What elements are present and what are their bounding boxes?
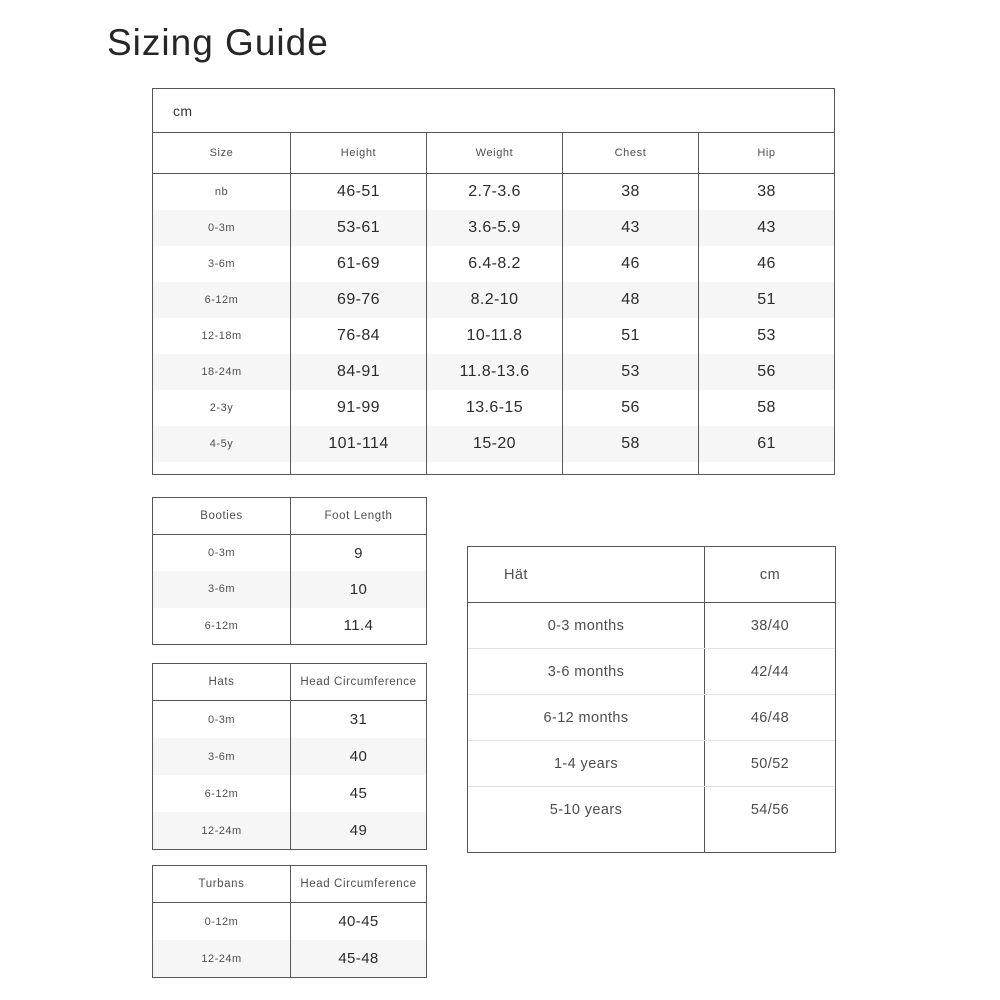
row-label-cell: 6-12m (204, 787, 239, 800)
value-cell: 61 (698, 426, 834, 462)
row-label-cell: 6-12 months (543, 709, 629, 726)
value-cell: 10-11.8 (426, 318, 562, 354)
table-row (153, 246, 834, 282)
footer-cell (704, 832, 835, 852)
column-header-head-circumference: Head Circumference (290, 866, 426, 902)
column-header-foot-length: Foot Length (290, 498, 426, 534)
column-header-hat: Hät (504, 566, 528, 583)
table-row (468, 786, 835, 832)
value-cell: 10 (290, 571, 426, 607)
table-row (153, 571, 426, 607)
value-cell: 38 (562, 174, 698, 210)
column-header-hats: Hats (208, 676, 235, 688)
value-cell: 46/48 (704, 695, 835, 740)
table-row (153, 701, 426, 738)
value-cell: 53 (562, 354, 698, 390)
table-row (153, 318, 834, 354)
main-table-header-row (153, 133, 834, 174)
value-cell: 58 (562, 426, 698, 462)
table-row (153, 426, 834, 462)
table-row (153, 174, 834, 210)
row-label-cell: 5-10 years (549, 801, 623, 818)
value-cell: 9 (290, 535, 426, 571)
value-cell: 54/56 (704, 787, 835, 832)
value-cell: 11.8-13.6 (426, 354, 562, 390)
column-header-cm: cm (704, 547, 835, 602)
row-label-cell: 3-6m (207, 258, 236, 270)
unit-label: cm (153, 89, 834, 133)
value-cell: 84-91 (290, 354, 426, 390)
footer-cell (153, 462, 290, 474)
value-cell: 51 (698, 282, 834, 318)
turbans-table-body (153, 903, 426, 977)
footer-cell (698, 462, 834, 474)
row-label-cell: 3-6 months (547, 663, 625, 680)
value-cell: 51 (562, 318, 698, 354)
column-header-turbans: Turbans (198, 878, 245, 890)
value-cell: 2.7-3.6 (426, 174, 562, 210)
booties-table-body (153, 535, 426, 644)
value-cell: 46-51 (290, 174, 426, 210)
booties-table (152, 497, 427, 645)
row-label-cell: 0-3m (207, 713, 236, 726)
value-cell: 43 (562, 210, 698, 246)
table-row (153, 282, 834, 318)
hat-header-row (468, 547, 835, 603)
row-label-cell: 2-3y (209, 402, 234, 414)
value-cell: 15-20 (426, 426, 562, 462)
row-label-cell: 0-12m (204, 915, 239, 928)
value-cell: 3.6-5.9 (426, 210, 562, 246)
value-cell: 46 (698, 246, 834, 282)
row-label-cell: 0-3 months (547, 617, 625, 634)
value-cell: 11.4 (290, 608, 426, 644)
row-label-cell: 0-3m (207, 222, 236, 234)
row-label-cell: 12-24m (201, 824, 242, 837)
table-row (153, 210, 834, 246)
row-label-cell: 3-6m (207, 583, 236, 596)
value-cell: 56 (698, 354, 834, 390)
value-cell: 50/52 (704, 741, 835, 786)
value-cell: 6.4-8.2 (426, 246, 562, 282)
row-label-cell: 6-12m (204, 619, 239, 632)
value-cell: 49 (290, 812, 426, 849)
value-cell: 8.2-10 (426, 282, 562, 318)
value-cell: 53 (698, 318, 834, 354)
value-cell: 43 (698, 210, 834, 246)
value-cell: 48 (562, 282, 698, 318)
value-cell: 38 (698, 174, 834, 210)
table-row (153, 775, 426, 812)
row-label-cell: 6-12m (204, 294, 239, 306)
row-label-cell: nb (214, 186, 229, 198)
table-row (153, 903, 426, 940)
booties-header-row (153, 498, 426, 535)
footer-cell (426, 462, 562, 474)
column-header-weight: Weight (426, 133, 562, 173)
value-cell: 40 (290, 738, 426, 775)
row-label-cell: 18-24m (201, 366, 242, 378)
page-title: Sizing Guide (107, 22, 329, 63)
table-row (153, 535, 426, 571)
row-label-cell: 4-5y (209, 438, 234, 450)
main-size-table (152, 88, 835, 475)
value-cell: 53-61 (290, 210, 426, 246)
value-cell: 69-76 (290, 282, 426, 318)
main-table-footer (153, 462, 834, 474)
table-row (468, 648, 835, 694)
value-cell: 101-114 (290, 426, 426, 462)
hat-table-footer (468, 832, 835, 852)
table-row (153, 608, 426, 644)
value-cell: 61-69 (290, 246, 426, 282)
table-row (468, 694, 835, 740)
table-row (153, 738, 426, 775)
column-header-booties: Booties (200, 510, 243, 522)
footer-cell (290, 462, 426, 474)
table-row (153, 812, 426, 849)
column-header-size: Size (209, 147, 234, 159)
row-label-cell: 3-6m (207, 750, 236, 763)
hats-table (152, 663, 427, 850)
value-cell: 38/40 (704, 603, 835, 648)
value-cell: 45-48 (290, 940, 426, 977)
hats-table-body (153, 701, 426, 849)
footer-cell (468, 832, 704, 852)
main-table-body (153, 174, 834, 462)
column-header-head-circumference: Head Circumference (290, 664, 426, 700)
value-cell: 76-84 (290, 318, 426, 354)
value-cell: 91-99 (290, 390, 426, 426)
value-cell: 40-45 (290, 903, 426, 940)
hats-header-row (153, 664, 426, 701)
value-cell: 45 (290, 775, 426, 812)
table-row (153, 354, 834, 390)
row-label-cell: 12-18m (201, 330, 242, 342)
table-row (468, 603, 835, 648)
value-cell: 31 (290, 701, 426, 738)
value-cell: 13.6-15 (426, 390, 562, 426)
turbans-table (152, 865, 427, 978)
row-label-cell: 12-24m (201, 952, 242, 965)
value-cell: 58 (698, 390, 834, 426)
footer-cell (562, 462, 698, 474)
column-header-chest: Chest (562, 133, 698, 173)
row-label-cell: 1-4 years (553, 755, 619, 772)
value-cell: 42/44 (704, 649, 835, 694)
column-header-height: Height (290, 133, 426, 173)
hat-table-body (468, 603, 835, 832)
table-row (153, 390, 834, 426)
turbans-header-row (153, 866, 426, 903)
value-cell: 46 (562, 246, 698, 282)
value-cell: 56 (562, 390, 698, 426)
hat-cm-table (467, 546, 836, 853)
table-row (153, 940, 426, 977)
column-header-hip: Hip (698, 133, 834, 173)
row-label-cell: 0-3m (207, 547, 236, 560)
table-row (468, 740, 835, 786)
